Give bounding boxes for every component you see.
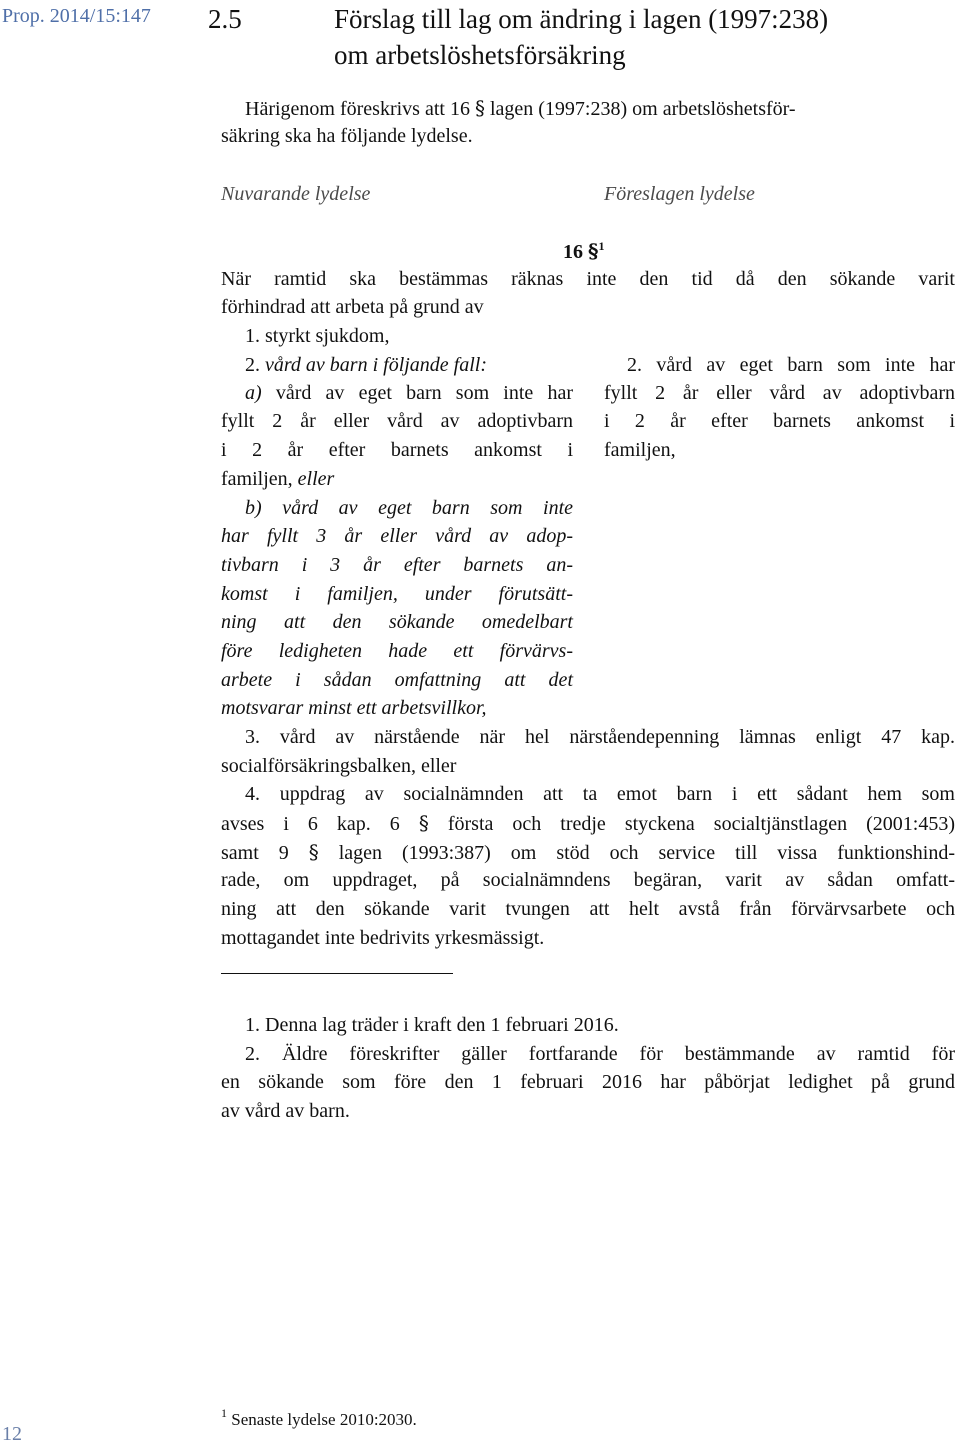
item-3-line-2: socialförsäkringsbalken, eller <box>221 755 457 777</box>
current-a-line-4-text: familjen, <box>221 468 293 490</box>
item-4-line-3 <box>221 838 955 867</box>
footnote-number: 1 <box>221 1406 227 1420</box>
current-a-line-3: i 2 år efter barnets ankomst i <box>221 439 573 461</box>
page-number: 12 <box>2 1423 22 1445</box>
transitional-provision-2-line-3: av vård av barn. <box>221 1100 350 1122</box>
separator-rule <box>221 973 453 974</box>
current-b-line-6: före ledigheten hade ett förvärvs- <box>221 640 573 662</box>
item-4-line-2-a: avses i 6 kap. 6 <box>221 813 400 835</box>
proposed-line-4: familjen, <box>604 439 676 461</box>
paragraph-intro-line-1: När ramtid ska bestämmas räknas inte den tid då den sökande varit <box>221 268 955 290</box>
transitional-provision-1: 1. Denna lag träder i kraft den 1 februari 2016. <box>245 1014 619 1036</box>
current-item-2-number: 2. <box>245 354 260 376</box>
intro-line-1 <box>245 94 796 123</box>
current-a-line-4 <box>221 465 334 493</box>
paragraph-section-sign: § <box>588 239 599 263</box>
transitional-provision-2-line-2: en sökande som före den 1 februari 2016 har påbörjat ledighet på grund <box>221 1071 955 1093</box>
current-b-line-2: har fyllt 3 år eller vård av adop- <box>221 525 573 547</box>
item-4-line-6: mottagandet inte bedrivits yrkesmässigt. <box>221 927 545 949</box>
footnote <box>221 1406 417 1431</box>
section-sign: § <box>308 840 319 864</box>
proposed-line-3: i 2 år efter barnets ankomst i <box>604 410 955 432</box>
current-b-line-8: motsvarar minst ett arbetsvillkor, <box>221 697 487 719</box>
column-heading-current: Nuvarande lydelse <box>221 183 371 205</box>
item-4-line-3-b: lagen (1993:387) om stöd och service till vissa funktionshind- <box>338 842 956 864</box>
paragraph-number: 16 <box>563 241 583 263</box>
current-a-line-1 <box>245 379 573 407</box>
section-number: 2.5 <box>208 4 242 34</box>
intro-text-a: Härigenom föreskrivs att 16 <box>245 98 470 120</box>
column-heading-proposed: Föreslagen lydelse <box>604 183 755 205</box>
footnote-reference: 1 <box>598 239 605 253</box>
intro-line-2: säkring ska ha följande lydelse. <box>221 125 473 147</box>
item-4-line-2 <box>221 809 955 838</box>
section-title-line-2: om arbetslöshetsförsäkring <box>334 40 626 70</box>
intro-text-b: lagen (1997:238) om arbetslöshetsför- <box>489 98 796 120</box>
current-b-line-1: b) vård av eget barn som inte <box>245 497 573 519</box>
current-item-2 <box>245 351 487 379</box>
current-b-line-5: ning att den sökande omedelbart <box>221 611 573 633</box>
item-1: 1. styrkt sjukdom, <box>245 325 390 347</box>
current-a-line-2: fyllt 2 år eller vård av adoptivbarn <box>221 410 573 432</box>
section-sign: § <box>474 96 485 120</box>
section-title-line-1: Förslag till lag om ändring i lagen (1997:238) <box>334 4 829 34</box>
current-b-line-7: arbete i sådan omfattning att det <box>221 669 573 691</box>
item-4-line-2-b: första och tredje styckena socialtjänstlagen (2001:453) <box>447 813 955 835</box>
current-a-label: a) <box>245 382 262 404</box>
section-sign: § <box>418 811 429 835</box>
transitional-provision-2-line-1: 2. Äldre föreskrifter gäller fortfarande för bestämmande av ramtid för <box>245 1043 955 1065</box>
paragraph-heading <box>563 237 604 266</box>
item-4-line-3-a: samt 9 <box>221 842 289 864</box>
current-a-eller: eller <box>297 468 335 490</box>
current-item-2-text: vård av barn i följande fall: <box>265 354 488 376</box>
item-4-line-1: 4. uppdrag av socialnämnden att ta emot barn i ett sådant hem som <box>245 783 955 805</box>
item-4-line-5: ning att den sökande varit tvungen att helt avstå från förvärvsarbete och <box>221 898 955 920</box>
item-4-line-4: rade, om uppdraget, på socialnämndens begäran, varit av sådan omfatt- <box>221 869 955 891</box>
footnote-text: Senaste lydelse 2010:2030. <box>231 1410 417 1429</box>
item-3-line-1: 3. vård av närstående när hel närståendepenning lämnas enligt 47 kap. <box>245 726 955 748</box>
current-b-line-4: komst i familjen, under förutsätt- <box>221 583 573 605</box>
proposed-line-1: 2. vård av eget barn som inte har <box>627 354 955 376</box>
current-b-line-3: tivbarn i 3 år efter barnets an- <box>221 554 573 576</box>
paragraph-intro-line-2: förhindrad att arbeta på grund av <box>221 296 484 318</box>
proposed-line-2: fyllt 2 år eller vård av adoptivbarn <box>604 382 955 404</box>
current-a-text: vård av eget barn som inte har <box>275 382 573 404</box>
document-reference: Prop. 2014/15:147 <box>2 5 151 27</box>
